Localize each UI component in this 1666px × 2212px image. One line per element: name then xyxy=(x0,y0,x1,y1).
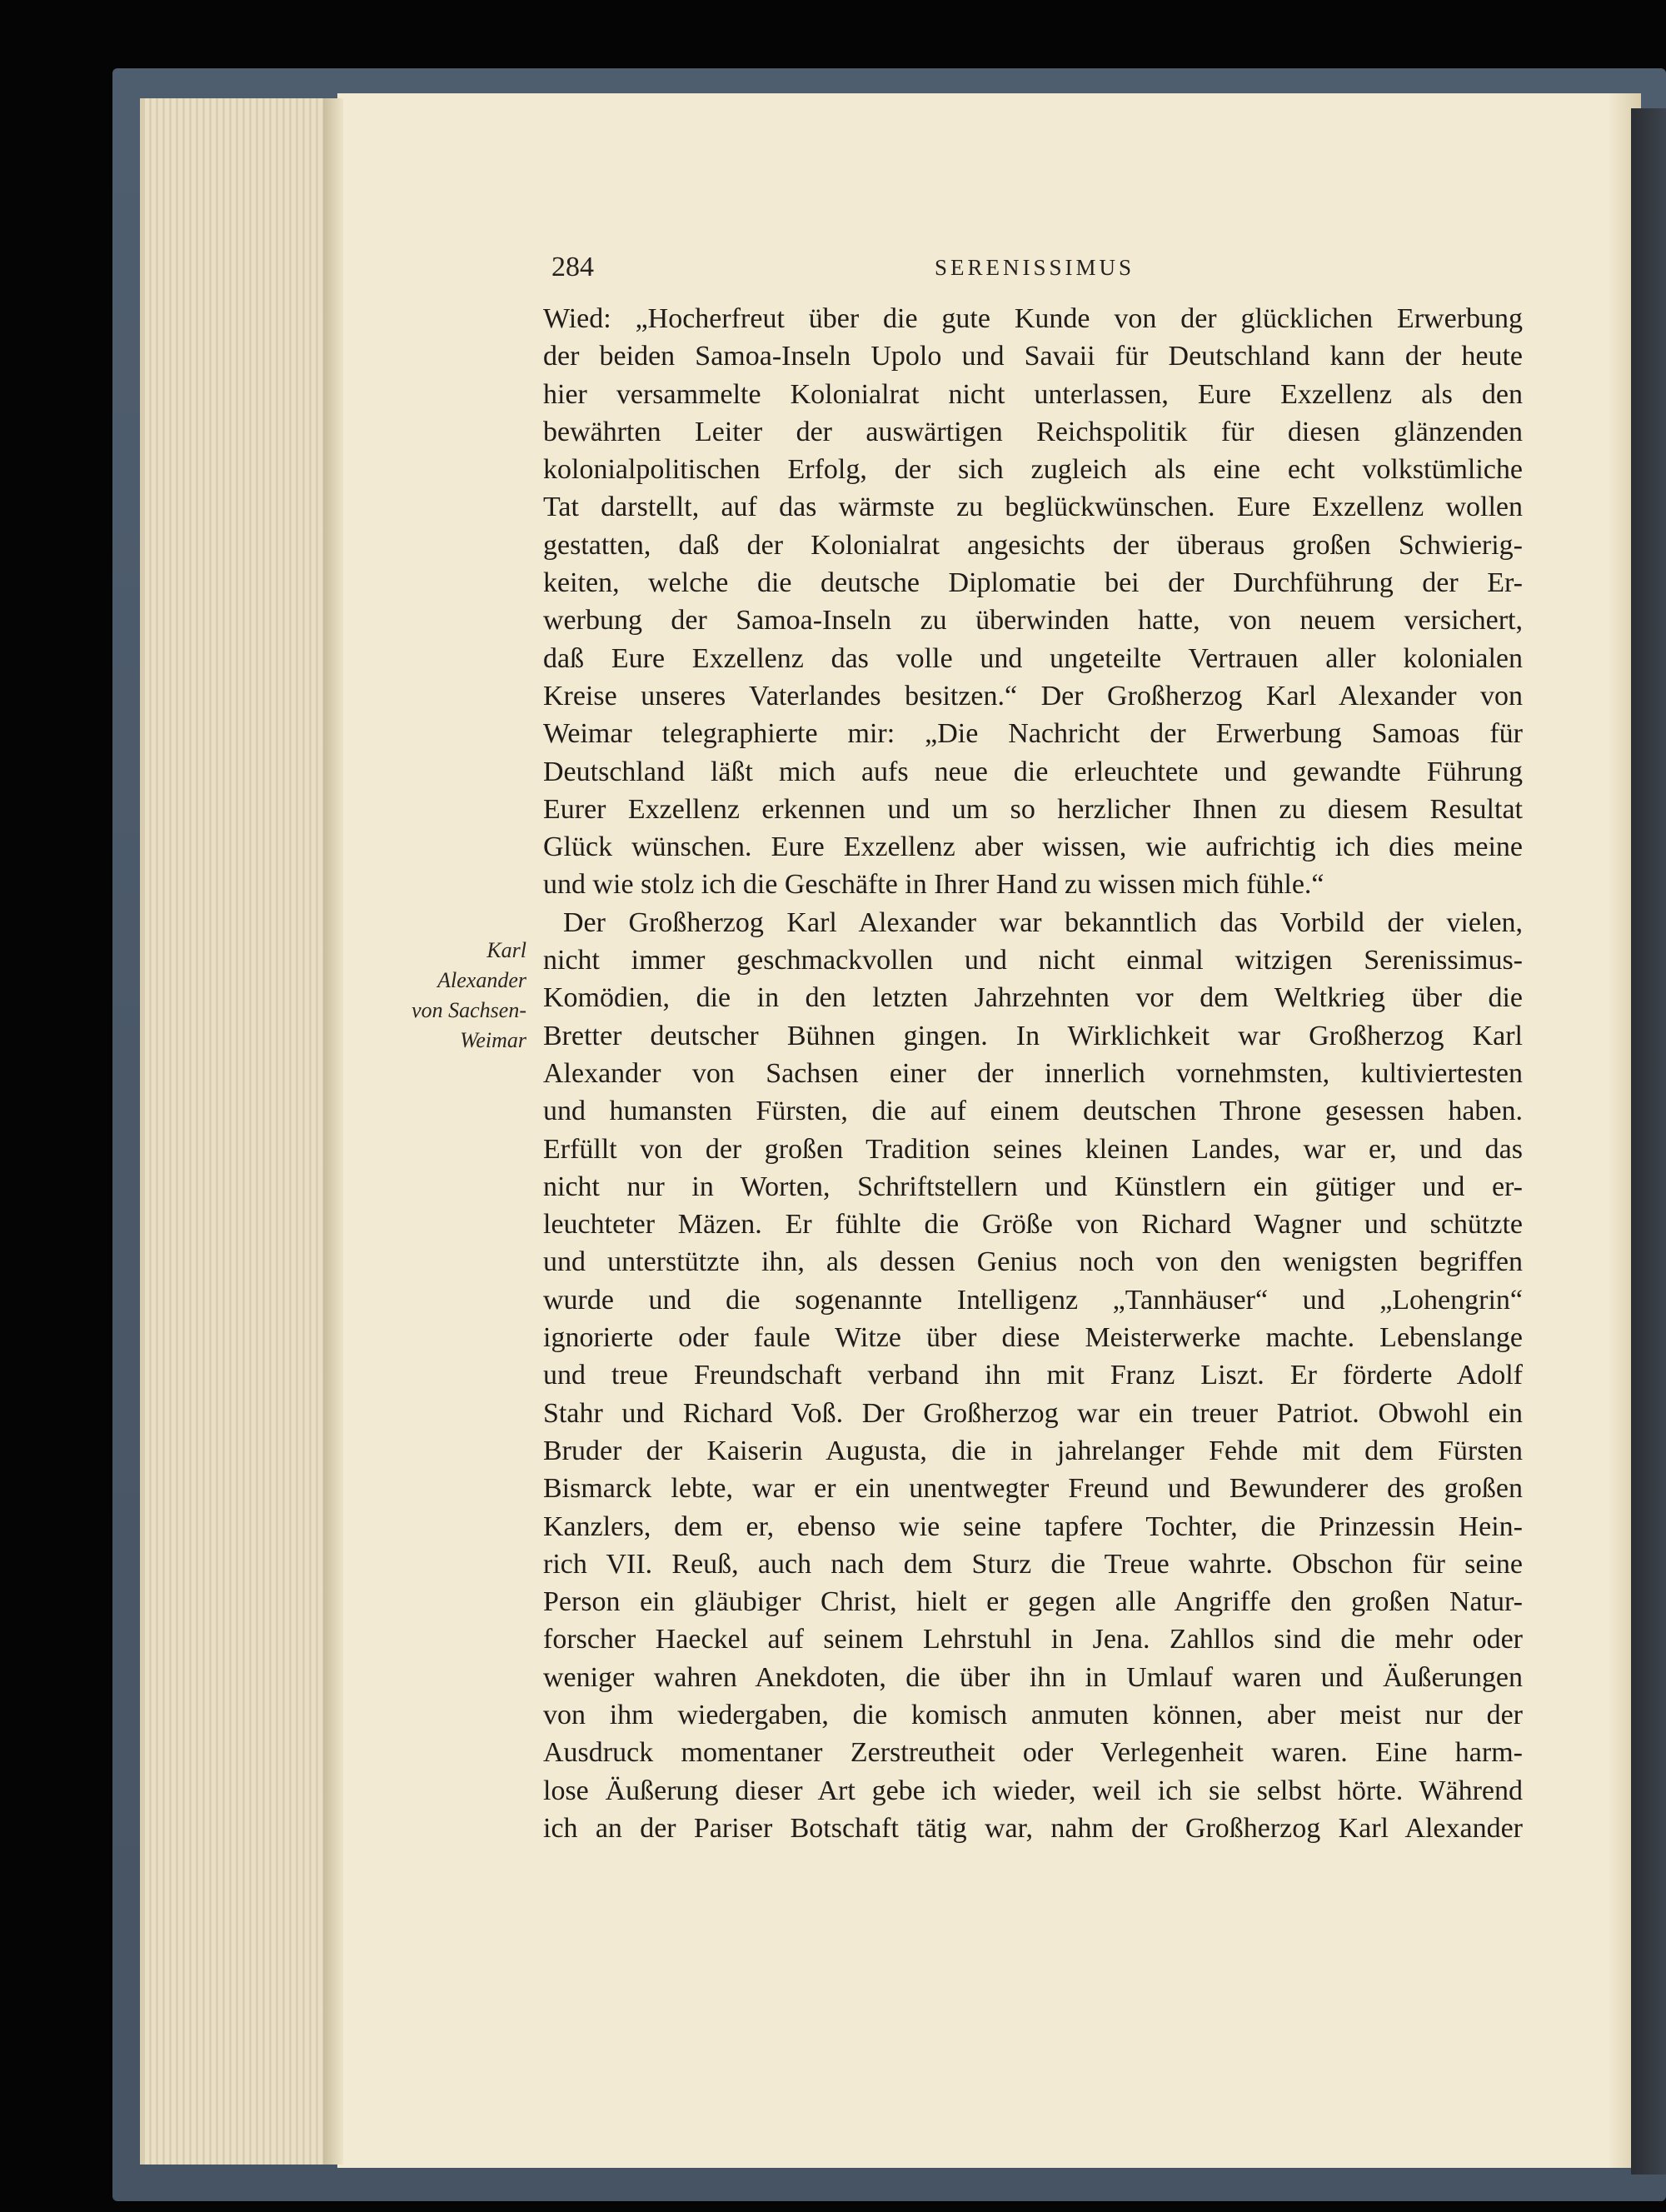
text-line: Stahr und Richard Voß. Der Großherzog war ein treuer Patriot. Obwohl ein xyxy=(543,1397,1523,1429)
text-line: Bretter deutscher Bühnen gingen. In Wirklichkeit war Großherzog Karl xyxy=(543,1020,1523,1051)
text-line: bewährten Leiter der auswärtigen Reichspolitik für diesen glänzenden xyxy=(543,416,1523,447)
text-line: Deutschland läßt mich aufs neue die erleuchtete und gewandte Führung xyxy=(543,756,1523,787)
text-line: Ausdruck momentaner Zerstreutheit oder Verlegenheit waren. Eine harm- xyxy=(543,1737,1523,1769)
margin-note-line: Alexander xyxy=(437,968,526,992)
text-line: Glück wünschen. Eure Exzellenz aber wissen, wie aufrichtig ich dies meine xyxy=(543,831,1523,863)
text-line: Wied: „Hocherfreut über die gute Kunde von der glücklichen Erwerbung xyxy=(543,303,1523,334)
text-line: der beiden Samoa-Inseln Upolo und Savaii für Deutschland kann der heute xyxy=(543,341,1523,372)
text-line: Bruder der Kaiserin Augusta, die in jahrelanger Fehde mit dem Fürsten xyxy=(543,1435,1523,1466)
text-line: Kanzlers, dem er, ebenso wie seine tapfere Tochter, die Prinzessin Hein- xyxy=(543,1510,1523,1542)
text-line: nicht immer geschmackvollen und nicht einmal witzigen Serenissimus- xyxy=(543,945,1523,976)
text-line: weniger wahren Anekdoten, die über ihn in Umlauf waren und Äußerungen xyxy=(543,1661,1523,1693)
text-line: und unterstützte ihn, als dessen Genius noch von den wenigsten begriffen xyxy=(543,1246,1523,1278)
text-line: kolonialpolitischen Erfolg, der sich zugleich als eine echt volkstümliche xyxy=(543,454,1523,486)
text-line: Erfüllt von der großen Tradition seines kleinen Landes, war er, und das xyxy=(543,1133,1523,1165)
text-line: Weimar telegraphierte mir: „Die Nachricht der Erwerbung Samoas für xyxy=(543,718,1523,750)
text-line: rich VII. Reuß, auch nach dem Sturz die Treue wahrte. Obschon für seine xyxy=(543,1548,1523,1580)
text-line: wurde und die sogenannte Intelligenz „Tannhäuser“ und „Lohengrin“ xyxy=(543,1284,1523,1316)
text-line: nicht nur in Worten, Schriftstellern und Künstlern ein gütiger und er- xyxy=(543,1171,1523,1202)
text-line: leuchteter Mäzen. Er fühlte die Größe von Richard Wagner und schützte xyxy=(543,1209,1523,1241)
text-line: ich an der Pariser Botschaft tätig war, nahm der Großherzog Karl Alexander xyxy=(543,1812,1523,1844)
text-line: und humansten Fürsten, die auf einem deutschen Throne gesessen haben. xyxy=(543,1096,1523,1127)
text-line: daß Eure Exzellenz das volle und ungeteilte Vertrauen aller kolonialen xyxy=(543,642,1523,674)
text-line: Bismarck lebte, war er ein unentwegter Freund und Bewunderer des großen xyxy=(543,1473,1523,1505)
text-line: gestatten, daß der Kolonialrat angesichts der überaus großen Schwierig- xyxy=(543,529,1523,561)
page-number: 284 xyxy=(551,252,594,282)
running-title: SERENISSIMUS xyxy=(934,255,1135,280)
text-line: Kreise unseres Vaterlandes besitzen.“ Der Großherzog Karl Alexander von xyxy=(543,680,1523,712)
cover-right-edge xyxy=(1631,108,1666,2175)
text-line: und wie stolz ich die Geschäfte in Ihrer Hand zu wissen mich fühle.“ xyxy=(543,869,1324,901)
text-line: keiten, welche die deutsche Diplomatie bei der Durchführung der Er- xyxy=(543,567,1523,599)
text-line: Person ein gläubiger Christ, hielt er gegen alle Angriffe den großen Natur- xyxy=(543,1586,1523,1618)
gutter-shadow xyxy=(323,98,343,2165)
text-line: Alexander von Sachsen einer der innerlich vornehmsten, kultiviertesten xyxy=(543,1057,1523,1089)
text-line: ignorierte oder faule Witze über diese Meisterwerke machte. Lebenslange xyxy=(543,1322,1523,1354)
margin-note xyxy=(367,936,526,1056)
text-line: werbung der Samoa-Inseln zu überwinden hatte, von neuem versichert, xyxy=(543,605,1523,637)
body-text xyxy=(543,300,1523,1847)
text-line: von ihm wiedergaben, die komisch anmuten können, aber meist nur der xyxy=(543,1699,1523,1730)
text-line: und treue Freundschaft verband ihn mit Franz Liszt. Er förderte Adolf xyxy=(543,1360,1523,1391)
text-line: Der Großherzog Karl Alexander war bekanntlich das Vorbild der vielen, xyxy=(563,906,1523,938)
text-line: Tat darstellt, auf das wärmste zu beglückwünschen. Eure Exzellenz wollen xyxy=(543,492,1523,523)
margin-note-line: von Sachsen- xyxy=(412,998,526,1022)
text-line: hier versammelte Kolonialrat nicht unterlassen, Eure Exzellenz als den xyxy=(543,378,1523,410)
text-line: lose Äußerung dieser Art gebe ich wieder, weil ich sie selbst hörte. Während xyxy=(543,1775,1523,1806)
text-line: Komödien, die in den letzten Jahrzehnten vor dem Weltkrieg über die xyxy=(543,982,1523,1014)
margin-note-line: Karl xyxy=(486,938,526,962)
margin-note-line: Weimar xyxy=(460,1028,526,1052)
text-line: forscher Haeckel auf seinem Lehrstuhl in Jena. Zahllos sind die mehr oder xyxy=(543,1624,1523,1655)
text-line: Eurer Exzellenz erkennen und um so herzlicher Ihnen zu diesem Resultat xyxy=(543,793,1523,825)
page-edges xyxy=(140,98,337,2165)
running-head xyxy=(551,252,1518,285)
